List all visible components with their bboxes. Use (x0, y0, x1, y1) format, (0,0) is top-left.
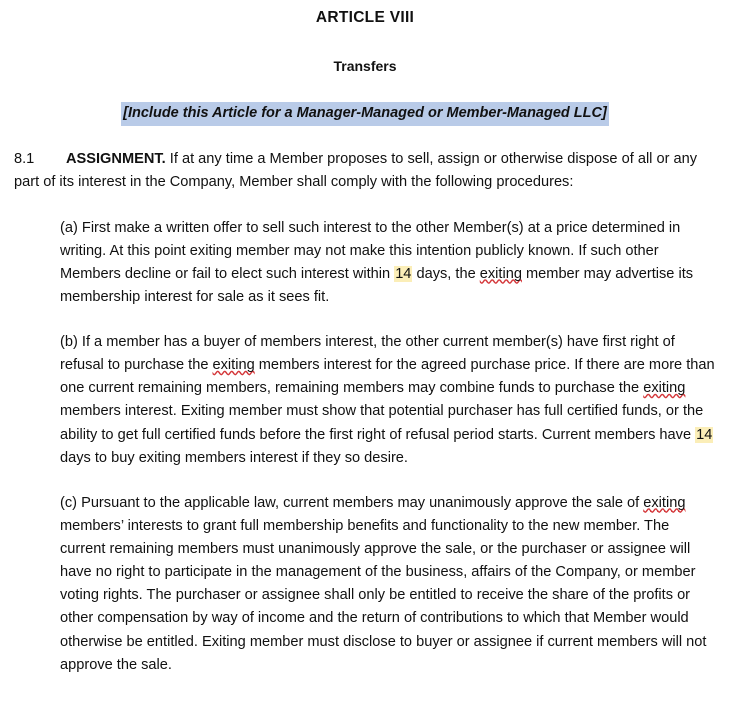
clause-b-misspelled-word-1: exiting (212, 357, 255, 374)
article-title: ARTICLE VIII (315, 9, 415, 26)
section-number: 8.1 (14, 151, 35, 168)
clause-b-paragraph (60, 309, 718, 470)
clause-b-text-part4: days to buy exiting members interest if they so desire. (60, 449, 408, 466)
section-lead-text: If at any time a Member proposes to sell, assign or otherwise dispose of all or any part of its interest in the Company, Member shall comply with the following procedures: (14, 151, 698, 191)
clause-a-text-part3: member may advertise its membership interest for sale as it sees fit. (60, 265, 694, 305)
clause-a-label: (a) (60, 219, 78, 236)
clause-c-text-part1: Pursuant to the applicable law, current members may unanimously approve the sale of (77, 494, 644, 511)
clause-c-label: (c) (60, 494, 78, 511)
editor-note-highlight: [Include this Article for a Manager-Managed or Member-Managed LLC] (121, 102, 609, 126)
clause-a-paragraph (60, 195, 718, 310)
section-heading-name: ASSIGNMENT. (66, 151, 166, 168)
clause-b-days-highlight: 14 (696, 426, 713, 443)
clause-c-misspelled-word: exiting (643, 494, 686, 511)
section-8-1-paragraph (14, 148, 718, 194)
clause-a-days-highlight: 14 (395, 265, 412, 282)
article-subtitle: Transfers (333, 57, 397, 74)
clause-b-text-part2: members interest for the agreed purchase price. If there are more than one current remaining members, remaining members may combine funds to purchase the (60, 357, 715, 397)
clause-a-text-part1: First make a written offer to sell such interest to the other Member(s) at a price determined in writing. At this point exiting member may not make this intention publicly known. If such other Members decline or fail to elect such interest within (60, 219, 681, 282)
clauses-block (0, 195, 730, 677)
editor-note-row (0, 74, 730, 126)
clause-b-misspelled-word-2: exiting (643, 380, 686, 397)
clause-b-label: (b) (60, 334, 78, 350)
section-8-1-block (0, 126, 730, 194)
clause-a-misspelled-word: exiting (479, 265, 522, 282)
clause-c-text-part2: members’ interests to grant full membership benefits and functionality to the new member. The current remaining members must unanimously approve the sale, or the purchaser or assignee will have no right to participate in the management of the business, affairs of the Company, or member voting rights. The purchaser or assignee shall only be entitled to receive the share of the profits or other compensation by way of income and the return of contributions to which that Member would otherwise be entitled. Exiting member must disclose to buyer or assignee if current members will not approve the sale. (60, 517, 707, 673)
clause-b-text-part1: If a member has a buyer of members interest, the other current member(s) have first right of refusal to purchase the (60, 334, 675, 374)
clause-b-text-part3: members interest. Exiting member must show that potential purchaser has full certified funds, or the ability to get full certified funds before the first right of refusal period starts. Current members have (60, 403, 704, 443)
clause-c-paragraph (60, 470, 718, 677)
clause-a-text-part2: days, the (412, 265, 480, 282)
